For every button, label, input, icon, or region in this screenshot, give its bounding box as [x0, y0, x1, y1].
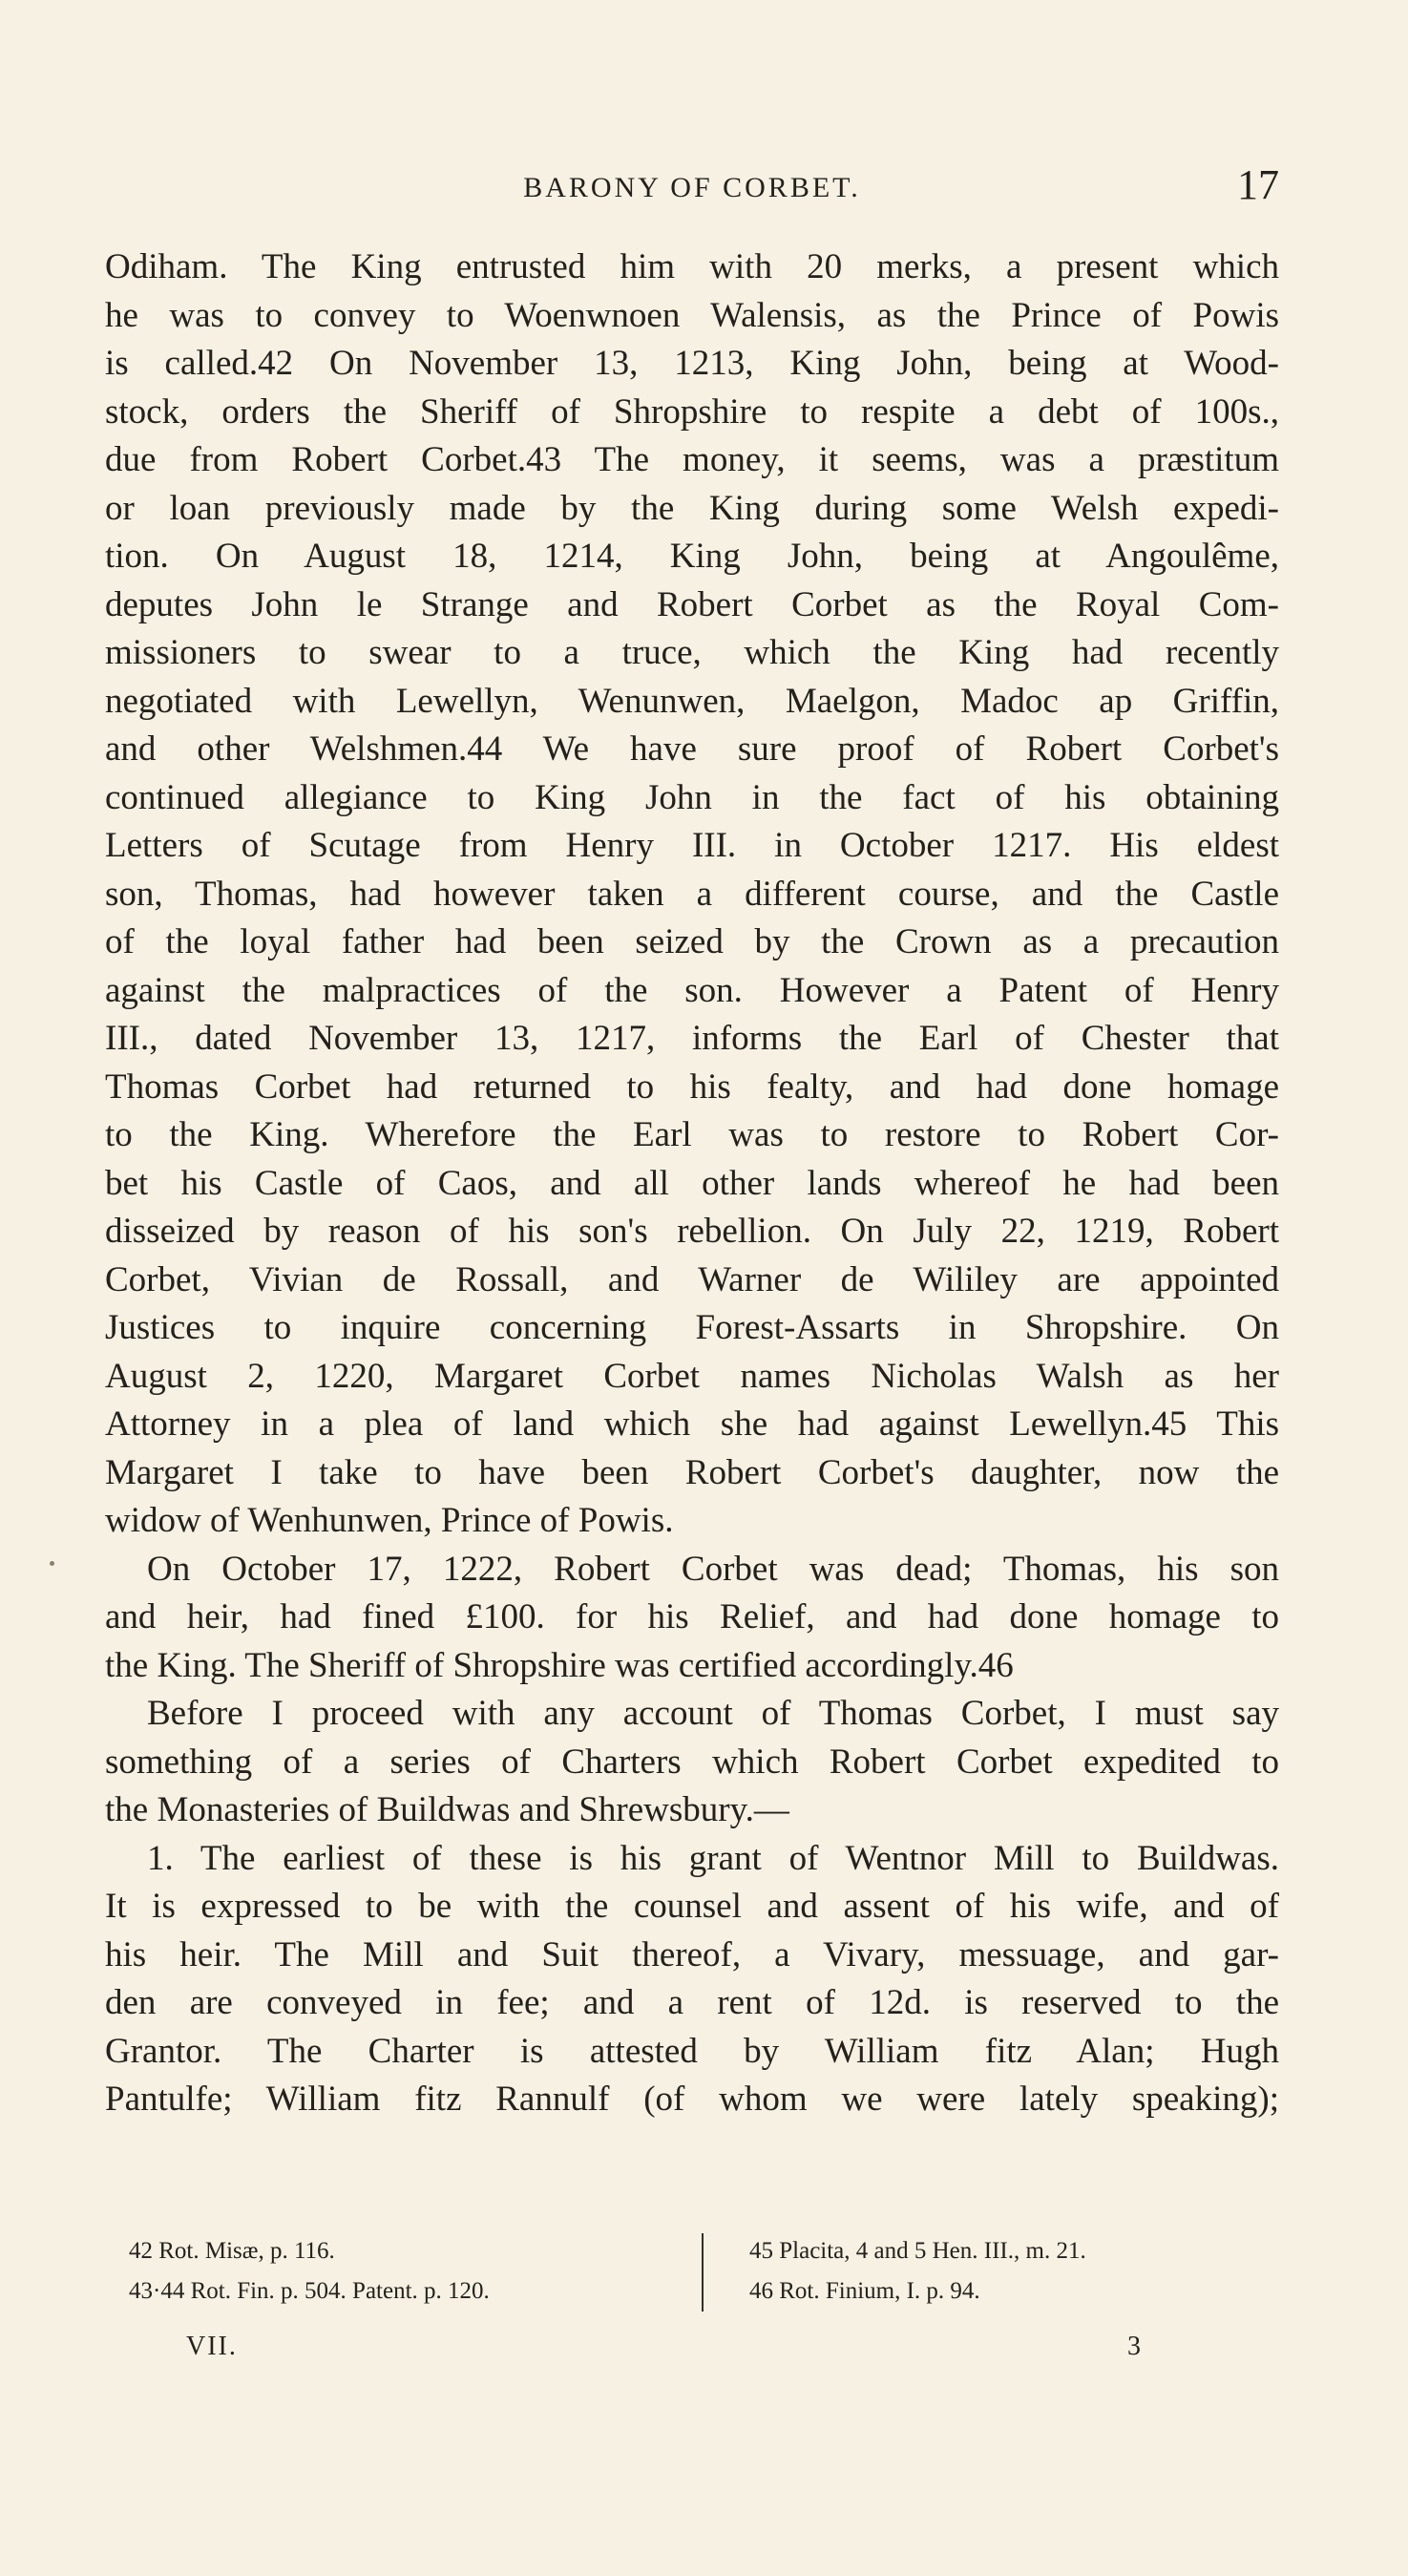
text-line: he was to convey to Woenwnoen Walensis, as the Prince of Powis — [105, 295, 1279, 335]
text-line: tion. On August 18, 1214, King John, being at Angoulême, — [105, 537, 1279, 576]
text-line: widow of Wenhunwen, Prince of Powis. — [105, 1501, 674, 1540]
text-line: missioners to swear to a truce, which the King had recently — [105, 633, 1279, 672]
text-line: 1. The earliest of these is his grant of Wentnor Mill to Buildwas. — [147, 1838, 1279, 1878]
footnote: 43·44 Rot. Fin. p. 504. Patent. p. 120. — [129, 2278, 490, 2304]
signature-line — [186, 2332, 1141, 2370]
text-line: to the King. Wherefore the Earl was to restore to Robert Cor- — [105, 1115, 1279, 1154]
text-line: bet his Castle of Caos, and all other lands whereof he had been — [105, 1163, 1279, 1203]
text-line: negotiated with Lewellyn, Wenunwen, Maelgon, Madoc ap Griffin, — [105, 681, 1279, 721]
text-line: continued allegiance to King John in the fact of his obtaining — [105, 777, 1279, 817]
footnote: 46 Rot. Finium, I. p. 94. — [749, 2278, 980, 2304]
text-line: Justices to inquire concerning Forest-Assarts in Shropshire. On — [105, 1308, 1279, 1347]
text-line: son, Thomas, had however taken a different course, and the Castle — [105, 874, 1279, 914]
footnotes-right-column — [749, 2231, 1284, 2312]
text-line: Grantor. The Charter is attested by William fitz Alan; Hugh — [105, 2031, 1279, 2071]
footnotes-left-column — [129, 2231, 663, 2312]
text-line: stock, orders the Sheriff of Shropshire to respite a debt of 100s., — [105, 391, 1279, 432]
text-line: the Monasteries of Buildwas and Shrewsbury.— — [105, 1790, 789, 1829]
text-line: due from Robert Corbet.43 The money, it seems, was a præstitum — [105, 440, 1279, 479]
text-line: and heir, had fined £100. for his Relief, and had done homage to — [105, 1597, 1279, 1636]
text-line: III., dated November 13, 1217, informs the Earl of Chester that — [105, 1019, 1279, 1058]
text-line: On October 17, 1222, Robert Corbet was dead; Thomas, his son — [147, 1549, 1279, 1589]
text-line: something of a series of Charters which Robert Corbet expedited to — [105, 1742, 1279, 1782]
text-line: against the malpractices of the son. However a Patent of Henry — [105, 970, 1279, 1010]
text-line: Thomas Corbet had returned to his fealty, and had done homage — [105, 1066, 1279, 1107]
footnote-divider — [702, 2233, 704, 2312]
running-head — [105, 160, 1279, 218]
footnote: 42 Rot. Misæ, p. 116. — [129, 2238, 335, 2264]
text-line: Letters of Scutage from Henry III. in October 1217. His eldest — [105, 826, 1279, 865]
body-text — [105, 243, 1279, 2124]
text-line: August 2, 1220, Margaret Corbet names Nicholas Walsh as her — [105, 1356, 1279, 1396]
page-number: 17 — [1237, 161, 1279, 208]
volume-signature: VII. — [186, 2332, 238, 2361]
text-line: Corbet, Vivian de Rossall, and Warner de Wililey are appointed — [105, 1259, 1279, 1299]
text-line: and other Welshmen.44 We have sure proof of Robert Corbet's — [105, 729, 1279, 769]
text-line: Margaret I take to have been Robert Corbet's daughter, now the — [105, 1452, 1279, 1492]
footnotes — [129, 2231, 1255, 2317]
text-line: or loan previously made by the King during some Welsh expedi- — [105, 488, 1279, 528]
text-line: is called.42 On November 13, 1213, King John, being at Wood- — [105, 344, 1279, 383]
text-line: Before I proceed with any account of Thomas Corbet, I must say — [147, 1694, 1279, 1733]
footnote: 45 Placita, 4 and 5 Hen. III., m. 21. — [749, 2238, 1086, 2264]
text-line: deputes John le Strange and Robert Corbet as the Royal Com- — [105, 584, 1279, 624]
text-line: his heir. The Mill and Suit thereof, a Vivary, messuage, and gar- — [105, 1934, 1279, 1974]
text-line: den are conveyed in fee; and a rent of 12d. is reserved to the — [105, 1983, 1279, 2022]
sheet-signature: 3 — [1127, 2332, 1141, 2361]
text-line: Attorney in a plea of land which she had against Lewellyn.45 This — [105, 1404, 1279, 1444]
text-line: Odiham. The King entrusted him with 20 merks, a present which — [105, 247, 1279, 286]
ink-mark — [50, 1561, 54, 1566]
page-title: BARONY OF CORBET. — [523, 172, 861, 203]
text-line: the King. The Sheriff of Shropshire was certified accordingly.46 — [105, 1645, 1014, 1685]
text-line: of the loyal father had been seized by the Crown as a precaution — [105, 922, 1279, 961]
text-line: Pantulfe; William fitz Rannulf (of whom we were lately speaking); — [105, 2080, 1279, 2119]
text-line: It is expressed to be with the counsel and assent of his wife, and of — [105, 1887, 1279, 1926]
text-line: disseized by reason of his son's rebellion. On July 22, 1219, Robert — [105, 1212, 1279, 1251]
